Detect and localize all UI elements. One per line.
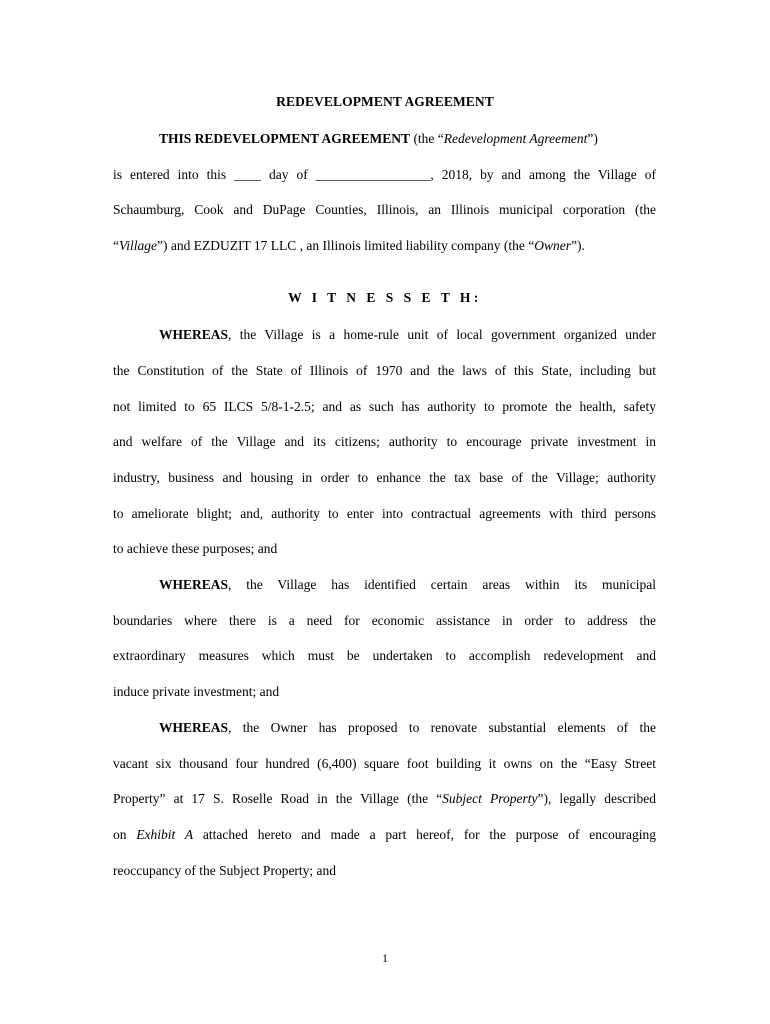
- recital-text: , the Village has identified certain areas within its municipal: [228, 577, 656, 592]
- whereas-label: WHEREAS: [159, 327, 229, 342]
- recital-text: , the Village is a home-rule unit of local government organized under: [228, 327, 656, 342]
- recital-1-line-3: not limited to 65 ILCS 5/8-1-2.5; and as such has authority to promote the health, safety: [113, 399, 656, 414]
- exhibit-reference: Exhibit A: [136, 827, 194, 842]
- recital-1-line-7: to achieve these purposes; and: [113, 541, 278, 556]
- intro-text: (the “: [410, 131, 444, 146]
- page-number: 1: [382, 951, 388, 965]
- whereas-label: WHEREAS: [159, 720, 229, 735]
- document-title: REDEVELOPMENT AGREEMENT: [276, 94, 494, 109]
- witnesseth-heading: W I T N E S S E T H:: [288, 290, 482, 305]
- recital-2-line-1: [159, 576, 656, 594]
- recital-1-line-4: and welfare of the Village and its citizens; authority to encourage private investment in: [113, 434, 656, 449]
- defined-term: Owner: [534, 238, 572, 253]
- intro-line-3: Schaumburg, Cook and DuPage Counties, Illinois, an Illinois municipal corporation (the: [113, 202, 656, 217]
- recital-1-line-1: [159, 326, 656, 344]
- defined-term: Redevelopment Agreement: [443, 131, 588, 146]
- recital-1-line-2: the Constitution of the State of Illinois of 1970 and the laws of this State, including but: [113, 363, 656, 378]
- recital-1-line-5: industry, business and housing in order to enhance the tax base of the Village; authority: [113, 470, 656, 485]
- recital-3-line-3: [113, 790, 656, 808]
- intro-text: ”): [587, 131, 598, 146]
- recital-text: Property” at 17 S. Roselle Road in the Village (the “: [113, 791, 443, 806]
- recital-2-line-2: boundaries where there is a need for economic assistance in order to address the: [113, 613, 656, 628]
- recital-3-line-4: [113, 826, 656, 844]
- defined-term: Village: [119, 238, 157, 253]
- whereas-label: WHEREAS: [159, 577, 229, 592]
- recital-3-line-2: vacant six thousand four hundred (6,400) square foot building it owns on the “Easy Street: [113, 756, 656, 771]
- intro-text: “: [113, 238, 119, 253]
- recital-text: on: [113, 827, 137, 842]
- recital-3-line-1: [159, 719, 656, 737]
- intro-line-2: is entered into this ____ day of _________________, 2018, by and among the Village of: [113, 167, 656, 182]
- intro-line-1: [159, 130, 656, 148]
- intro-text: ”).: [571, 238, 585, 253]
- recital-2-line-3: extraordinary measures which must be undertaken to accomplish redevelopment and: [113, 648, 656, 663]
- recital-3-line-5: reoccupancy of the Subject Property; and: [113, 863, 337, 878]
- recital-2-line-4: induce private investment; and: [113, 684, 280, 699]
- recital-text: attached hereto and made a part hereof, for the purpose of encouraging: [193, 827, 657, 842]
- recital-text: , the Owner has proposed to renovate substantial elements of the: [228, 720, 656, 735]
- intro-text: ”) and EZDUZIT 17 LLC , an Illinois limited liability company (the “: [157, 238, 535, 253]
- defined-term: Subject Property: [442, 791, 538, 806]
- recital-text: ”), legally described: [537, 791, 656, 806]
- intro-bold-heading: THIS REDEVELOPMENT AGREEMENT: [159, 131, 411, 146]
- recital-1-line-6: to ameliorate blight; and, authority to enter into contractual agreements with third persons: [113, 506, 656, 521]
- intro-line-4: [113, 237, 656, 255]
